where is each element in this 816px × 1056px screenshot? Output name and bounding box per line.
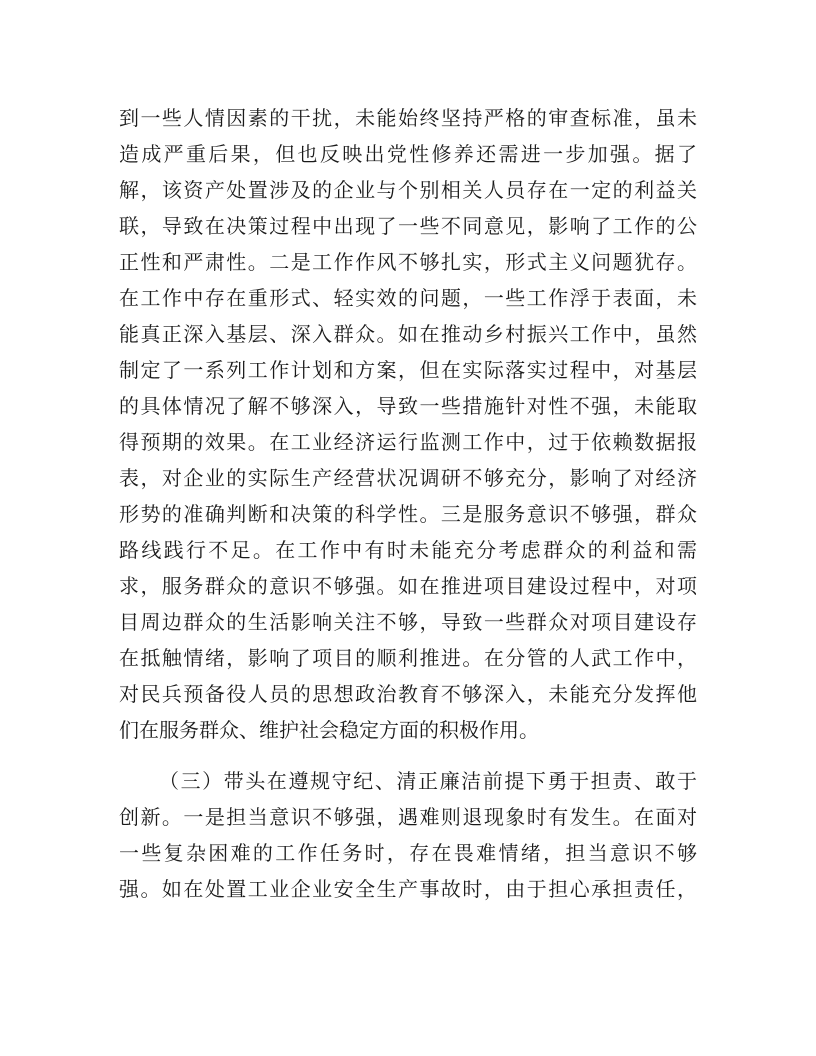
- text-line: 在抵触情绪，影响了项目的顺利推进。在分管的人武工作中，: [119, 646, 697, 670]
- text-line: 制定了一系列工作计划和方案，但在实际落实过程中，对基层: [119, 358, 697, 382]
- text-line: 到一些人情因素的干扰，未能始终坚持严格的审查标准，虽未: [119, 106, 697, 130]
- paragraph-1: [119, 100, 697, 748]
- text-line: 得预期的效果。在工业经济运行监测工作中，过于依赖数据报: [119, 430, 697, 454]
- text-line: 一些复杂困难的工作任务时，存在畏难情绪，担当意识不够: [119, 841, 697, 865]
- text-line-first-indent: （三）带头在遵规守纪、清正廉洁前提下勇于担责、敢于: [159, 769, 697, 793]
- text-line: 正性和严肃性。二是工作作风不够扎实，形式主义问题犹存。: [119, 250, 697, 274]
- text-line: 路线践行不足。在工作中有时未能充分考虑群众的利益和需: [119, 538, 697, 562]
- text-line: 对民兵预备役人员的思想政治教育不够深入，未能充分发挥他: [119, 682, 697, 706]
- text-line: 创新。一是担当意识不够强，遇难则退现象时有发生。在面对: [119, 805, 697, 829]
- text-line: 能真正深入基层、深入群众。如在推动乡村振兴工作中，虽然: [119, 322, 697, 346]
- text-line: 形势的准确判断和决策的科学性。三是服务意识不够强，群众: [119, 502, 697, 526]
- text-line: 强。如在处置工业企业安全生产事故时，由于担心承担责任，: [119, 877, 697, 901]
- text-line: 们在服务群众、维护社会稳定方面的积极作用。: [119, 718, 539, 742]
- text-line: 目周边群众的生活影响关注不够，导致一些群众对项目建设存: [119, 610, 697, 634]
- paragraph-spacer: [119, 748, 697, 763]
- text-line: 联，导致在决策过程中出现了一些不同意见，影响了工作的公: [119, 214, 697, 238]
- body-text: [119, 100, 697, 907]
- paragraph-2: [119, 763, 697, 907]
- text-line: 造成严重后果，但也反映出党性修养还需进一步加强。据了: [119, 142, 697, 166]
- text-line: 表，对企业的实际生产经营状况调研不够充分，影响了对经济: [119, 466, 697, 490]
- text-line: 求，服务群众的意识不够强。如在推进项目建设过程中，对项: [119, 574, 697, 598]
- text-line: 的具体情况了解不够深入，导致一些措施针对性不强，未能取: [119, 394, 697, 418]
- text-line: 解，该资产处置涉及的企业与个别相关人员存在一定的利益关: [119, 178, 697, 202]
- text-line: 在工作中存在重形式、轻实效的问题，一些工作浮于表面，未: [119, 286, 697, 310]
